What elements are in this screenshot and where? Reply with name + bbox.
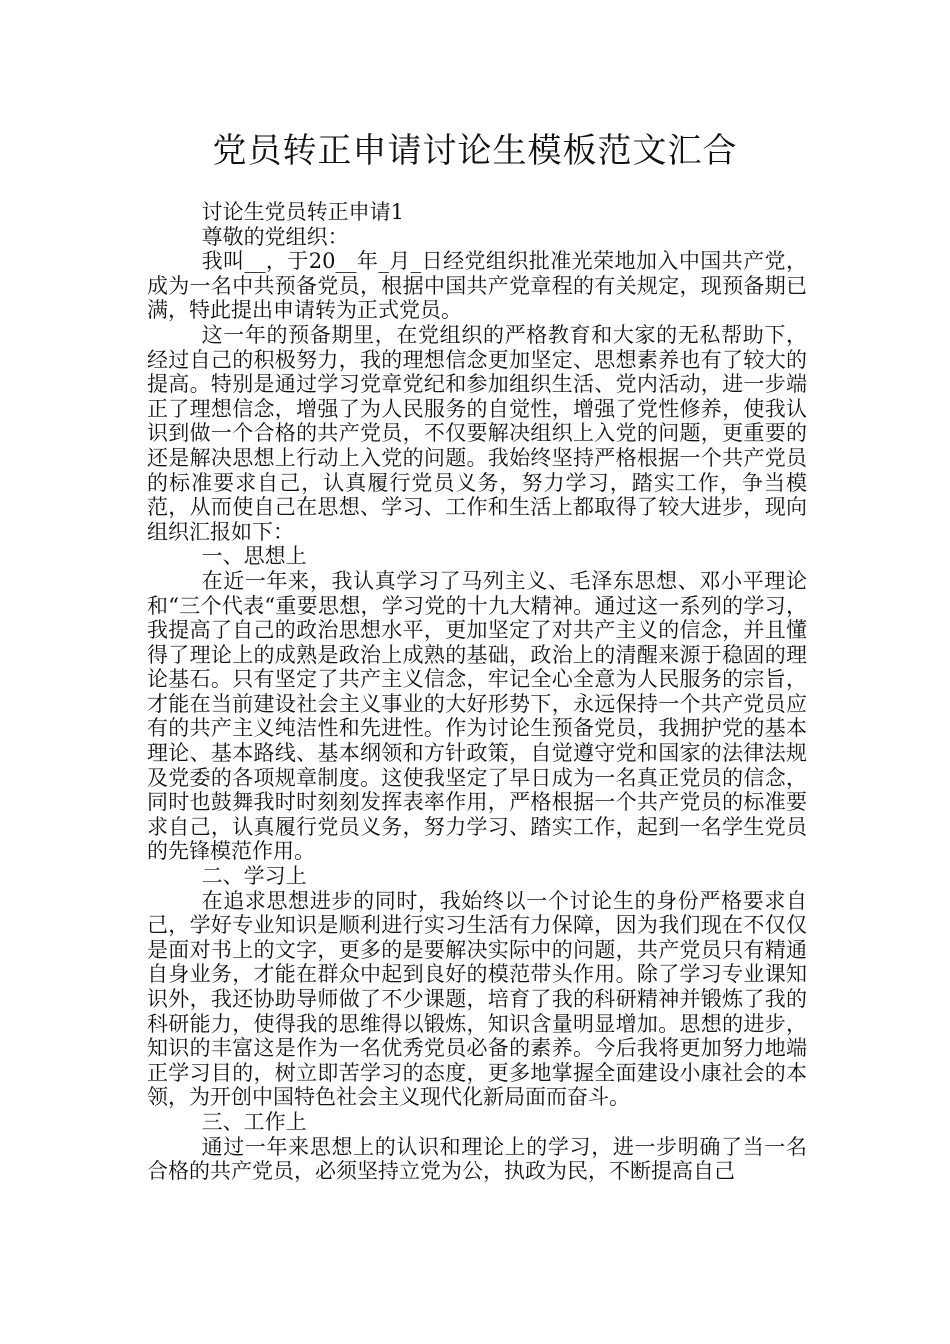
heading-application-1: 讨论生党员转正申请1 (201, 200, 404, 224)
paragraph-thought: 在近一年来，我认真学习了马列主义、毛泽东思想、邓小平理论和“三个代表“重要思想，学习党的十九大精神。通过这一系列的学习，我提高了自己的政治思想水平，更加坚定了对共产主义的信念，并且懂得了理论上的成熟是政治上成熟的基础，政治上的清醒来源于稳固的理论基石。只有坚定了共产主义信念，牢记全心全意为人民服务的宗旨，才能在当前建设社会主义事业的大好形势下，永远保持一个共产党员应有的共产主义纯洁性和先进性。作为讨论生预备党员，我拥护党的基本理论、基本路线、基本纲领和方针政策，自觉遵守党和国家的法律法规及党委的各项规章制度。这使我坚定了早日成为一名真正党员的信念，同时也鼓舞我时时刻刻发挥表率作用，严格根据一个共产党员的标准要求自己，认真履行党员义务，努力学习、踏实工作，起到一名学生党员的先锋模范作用。 (147, 568, 807, 864)
paragraph-intro: 我叫__，于20__年_月_日经党组织批准光荣地加入中国共产党，成为一名中共预备党员，根据中国共产党章程的有关规定，现预备期已满，特此提出申请转为正式党员。 (147, 249, 807, 323)
paragraph-probation: 这一年的预备期里，在党组织的严格教育和大家的无私帮助下，经过自己的积极努力，我的理想信念更加坚定、思想素养也有了较大的提高。特别是通过学习党章党纪和参加组织生活、党内活动，进一步端正了理想信念，增强了为人民服务的自觉性，增强了党性修养，使我认识到做一个合格的共产党员，不仅要解决组织上入党的问题，更重要的还是解决思想上行动上入党的问题。我始终坚持严格根据一个共产党员的标准要求自己，认真履行党员义务，努力学习，踏实工作，争当模范，从而使自己在思想、学习、工作和生活上都取得了较大进步，现向组织汇报如下： (147, 322, 807, 544)
salutation: 尊敬的党组织： (201, 224, 349, 249)
document-title: 党员转正申请讨论生模板范文汇合 (212, 131, 738, 171)
paragraph-study: 在追求思想进步的同时，我始终以一个讨论生的身份严格要求自己，学好专业知识是顺利进行实习生活有力保障，因为我们现在不仅仅是面对书上的文字，更多的是要解决实际中的问题，共产党员只有精通自身业务，才能在群众中起到良好的模范带头作用。除了学习专业课知识外，我还协助导师做了不少课题，培育了我的科研精神并锻炼了我的科研能力，使得我的思维得以锻炼，知识含量明显增加。思想的进步，知识的丰富这是作为一名优秀党员必备的素养。今后我将更加努力地端正学习目的，树立即苦学习的态度，更多地掌握全面建设小康社会的本领，为开创中国特色社会主义现代化新局面而奋斗。 (147, 888, 807, 1110)
document-body (147, 200, 807, 1184)
paragraph-work: 通过一年来思想上的认识和理论上的学习，进一步明确了当一名合格的共产党员，必须坚持立党为公，执政为民，不断提高自己 (147, 1134, 807, 1184)
section-heading-work: 三、工作上 (201, 1109, 307, 1134)
section-heading-study: 二、学习上 (201, 864, 307, 889)
section-heading-thought: 一、思想上 (201, 544, 307, 569)
